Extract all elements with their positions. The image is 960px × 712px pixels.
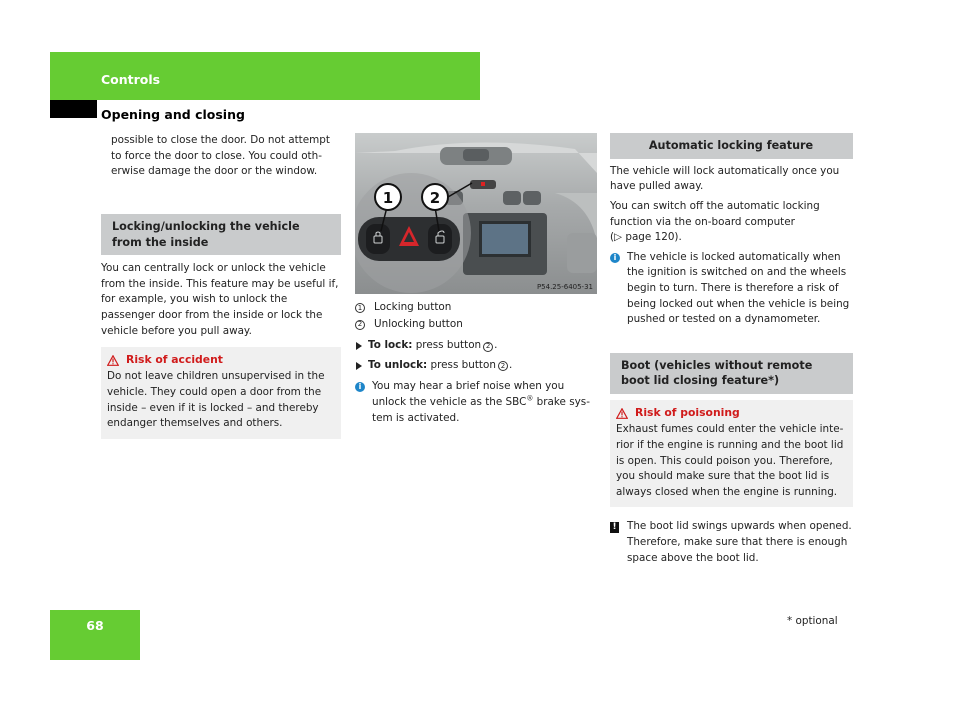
section-heading-auto-locking: Automatic locking feature <box>610 133 853 159</box>
section-heading-boot: Boot (vehicles without remote boot lid closing feature*) <box>610 353 853 394</box>
auto-lock-paragraph: The vehicle will lock automatically once you have pulled away. <box>610 164 840 193</box>
legend-label: Unlocking button <box>374 317 463 330</box>
number-1-icon: 1 <box>355 303 365 313</box>
warning-title <box>616 405 847 421</box>
warning-title <box>107 352 335 368</box>
warning-box-accident <box>101 347 341 439</box>
photo-code: P54.25-6405-31 <box>536 283 593 291</box>
info-note <box>610 250 853 328</box>
page-number: 68 <box>86 618 104 633</box>
caution-note <box>610 519 853 566</box>
caution-text: The boot lid swings upwards when opened. Therefore, make sure that there is enough space above the boot lid. <box>627 520 852 564</box>
triangle-bullet-icon <box>356 362 362 370</box>
exclamation-icon: ! <box>610 522 619 533</box>
column-middle <box>355 133 597 426</box>
section-heading-locking: Locking/unlocking the vehicle from the inside <box>101 214 341 255</box>
auto-lock-paragraph-2: You can switch off the automatic locking function via the on-board computer (▷ page 120). <box>610 199 820 244</box>
warning-text: Do not leave children unsupervised in the vehicle. They could open a door from the inside – even if it is locked – and thereby endanger themselves and others. <box>107 370 325 430</box>
callout-1: 1 <box>382 189 394 207</box>
legend-item <box>355 317 597 333</box>
warning-triangle-icon <box>616 408 628 419</box>
intro-paragraph: possible to close the door. Do not attempt to force the door to close. You could oth-erwise damage the door or the window. <box>111 134 330 178</box>
warning-title-text: Risk of poisoning <box>635 406 740 420</box>
info-note-text: You may hear a brief noise when you unlock the vehicle as the SBC® brake sys-tem is activated. <box>372 380 590 424</box>
number-2-icon: 2 <box>498 361 508 371</box>
instruction-steps <box>355 338 597 373</box>
step-unlock: To unlock: press button 2 . <box>355 358 597 374</box>
section-label: Controls <box>101 72 161 87</box>
number-1-icon: 2 <box>483 342 493 352</box>
legend-label: Locking button <box>374 301 452 313</box>
info-note <box>355 379 597 426</box>
step-label: To lock: <box>368 339 413 352</box>
step-lock: To lock: press button 2 . <box>355 338 597 354</box>
legend-item <box>355 300 597 316</box>
page-title: Opening and closing <box>101 107 245 122</box>
warning-text: Exhaust fumes could enter the vehicle inte-rior if the engine is running and the boot lid is open. This could poison you. Therefore, you should make sure that the boot lid is always closed when the engine is running. <box>616 423 844 498</box>
number-2-icon: 2 <box>355 320 365 330</box>
column-right <box>610 133 853 566</box>
locking-body: You can centrally lock or unlock the vehicle from the inside. This feature may be useful if, for example, you wish to unlock the passenger door from the inside or lock the vehicle before you pull away. <box>101 262 339 337</box>
info-icon: i <box>355 382 365 392</box>
warning-triangle-icon <box>107 355 119 366</box>
column-left <box>101 133 341 439</box>
triangle-bullet-icon <box>356 342 362 350</box>
footnote: * optional <box>787 615 838 627</box>
callout-2: 2 <box>429 189 441 207</box>
info-icon: i <box>610 253 620 263</box>
step-label: To unlock: <box>368 358 428 371</box>
photo-legend <box>355 300 597 332</box>
dashboard-photo <box>355 133 597 294</box>
header-marker <box>50 100 97 118</box>
info-note-text: The vehicle is locked automatically when the ignition is switched on and the wheels begin to turn. There is therefore a risk of being locked out when the vehicle is being pushed or tested on a dynamometer. <box>627 250 850 326</box>
warning-title-text: Risk of accident <box>126 353 223 367</box>
page-reference: (▷ page 120). <box>610 231 682 244</box>
warning-box-poisoning <box>610 400 853 507</box>
